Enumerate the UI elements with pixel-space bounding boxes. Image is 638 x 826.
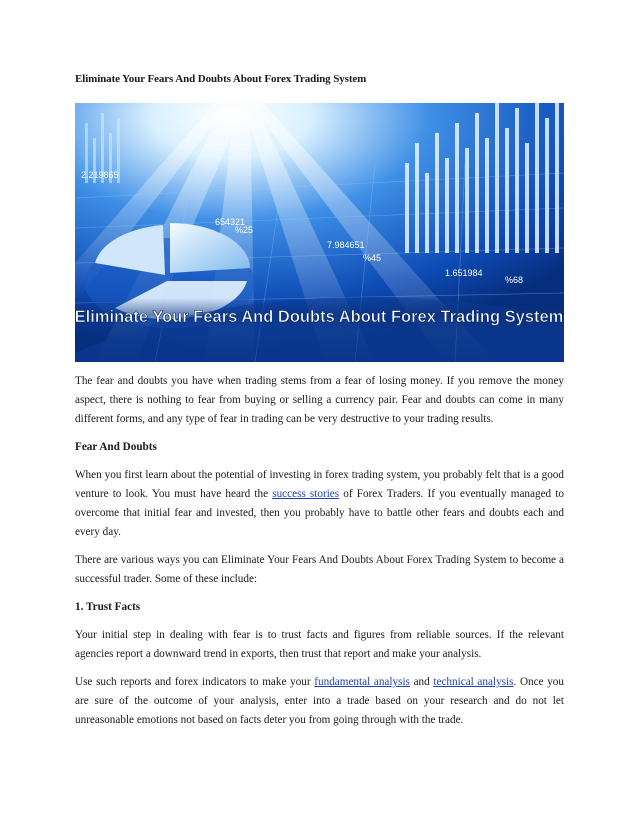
paragraph-text: and xyxy=(409,676,434,688)
paragraph-trust-facts: Your initial step in dealing with fear is to trust facts and figures from reliable sources. If the relevant agencies report a downward trend in exports, then trust that report and make your analysis. xyxy=(75,629,564,660)
hero-number: %68 xyxy=(505,275,524,285)
hero-image xyxy=(75,103,564,362)
article-body xyxy=(75,372,564,739)
section-heading-fear-and-doubts: Fear And Doubts xyxy=(75,441,157,453)
fundamental-analysis-link[interactable]: fundamental analysis xyxy=(314,676,410,688)
hero-number: 7.984651 xyxy=(327,240,365,250)
hero-number: %25 xyxy=(235,225,254,235)
hero-caption: Eliminate Your Fears And Doubts About Forex Trading System xyxy=(75,308,564,326)
hero-number: 1.651984 xyxy=(445,268,483,278)
success-stories-link[interactable]: success stories xyxy=(272,488,340,500)
paragraph-fear-and-doubts xyxy=(75,466,564,542)
technical-analysis-link[interactable]: technical analysis xyxy=(433,676,514,688)
paragraph-text: of Forex Traders. If you eventually managed to overcome that initial fear and invested, then you probably have to battle other fears and doubts each and every day. xyxy=(75,488,564,538)
paragraph-text: When you first learn about the potential of investing in forex trading system, you probably felt that is a good venture to look. You must have heard the xyxy=(75,469,564,500)
hero-number: 654321 xyxy=(215,217,246,227)
hero-number: %45 xyxy=(363,253,382,263)
paragraph-ways: There are various ways you can Eliminate Your Fears And Doubts About Forex Trading System to become a successful trader. Some of these include: xyxy=(75,554,564,585)
page-title: Eliminate Your Fears And Doubts About Forex Trading System xyxy=(75,73,367,85)
paragraph-analysis xyxy=(75,673,564,730)
paragraph-text: Use such reports and forex indicators to make your xyxy=(75,676,315,688)
section-heading-trust-facts: 1. Trust Facts xyxy=(75,601,141,613)
hero-number: 2.219865 xyxy=(81,170,119,180)
paragraph-text: . Once you are sure of the outcome of your analysis, enter into a trade based on your research and do not let unreasonable emotions not based on facts deter you from going through with the trade. xyxy=(75,676,564,726)
intro-paragraph: The fear and doubts you have when trading stems from a fear of losing money. If you remove the money aspect, there is nothing to fear from buying or selling a currency pair. Fear and doubts can come in many different forms, and any type of fear in trading can be very destructive to your trading results. xyxy=(75,375,564,425)
